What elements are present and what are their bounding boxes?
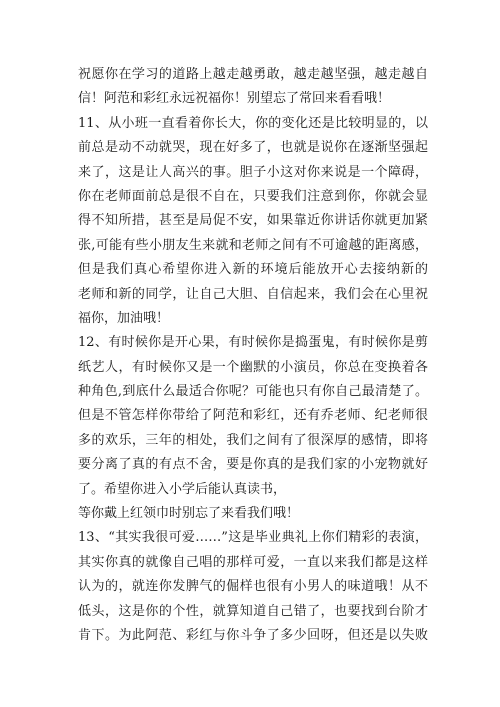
text-line: 纸艺人，有时候你又是一个幽默的小演员，你总在变换着各 [78, 359, 428, 375]
text-line: 但是我们真心希望你进入新的环境后能放开心去接纳新的 [78, 262, 428, 278]
text-line: 肯下。为此阿范、彩红与你斗争了多少回呀，但还是以失败 [78, 627, 428, 643]
text-line: 张,可能有些小朋友生来就和老师之间有不可逾越的距离感， [78, 237, 428, 253]
text-line: 低头，这是你的个性，就算知道自己错了，也要找到台阶才 [78, 603, 428, 619]
text-line: 老师和新的同学，让自己大胆、自信起来，我们会在心里祝 [78, 286, 428, 302]
text-line: 11、从小班一直看着你长大，你的变化还是比较明显的，以 [78, 115, 428, 131]
text-line: 认为的，就连你发脾气的倔样也很有小男人的味道哦！从不 [78, 579, 428, 595]
text-line: 来了，这是让人高兴的事。胆子小这对你来说是一个障碍， [78, 164, 428, 180]
text-line: 种角色,到底什么最适合你呢？可能也只有你自己最清楚了。 [78, 384, 428, 400]
text-line: 12、有时候你是开心果，有时候你是捣蛋鬼，有时候你是剪 [78, 335, 428, 351]
text-line: 祝愿你在学习的道路上越走越勇敢，越走越坚强，越走越自 [78, 67, 428, 82]
text-line: 要分离了真的有点不舍，要是你真的是我们家的小宠物就好 [78, 457, 428, 473]
text-line: 但是不管怎样你带给了阿范和彩红，还有乔老师、纪老师很 [78, 408, 428, 424]
text-line: 信！阿范和彩红永远祝福你！别望忘了常回来看看哦！ [78, 91, 391, 107]
text-line: 其实你真的就像自己唱的那样可爱，一直以来我们都是这样 [78, 554, 428, 570]
text-line: 得不知所措，甚至是局促不安，如果靠近你讲话你就更加紧 [78, 213, 428, 229]
text-line: 等你戴上红领巾时别忘了来看我们哦！ [78, 506, 300, 522]
text-line: 13、“其实我很可爱……”这是毕业典礼上你们精彩的表演， [78, 530, 428, 546]
text-line: 前总是动不动就哭，现在好多了，也就是说你在逐渐坚强起 [78, 140, 428, 156]
text-line: 福你，加油哦！ [78, 310, 170, 326]
text-line: 多的欢乐，三年的相处，我们之间有了很深厚的感情，即将 [78, 432, 428, 448]
document-body [78, 63, 428, 648]
text-line: 你在老师面前总是很不自在，只要我们注意到你，你就会显 [78, 188, 428, 204]
text-line: 了。希望你进入小学后能认真读书， [78, 481, 287, 497]
